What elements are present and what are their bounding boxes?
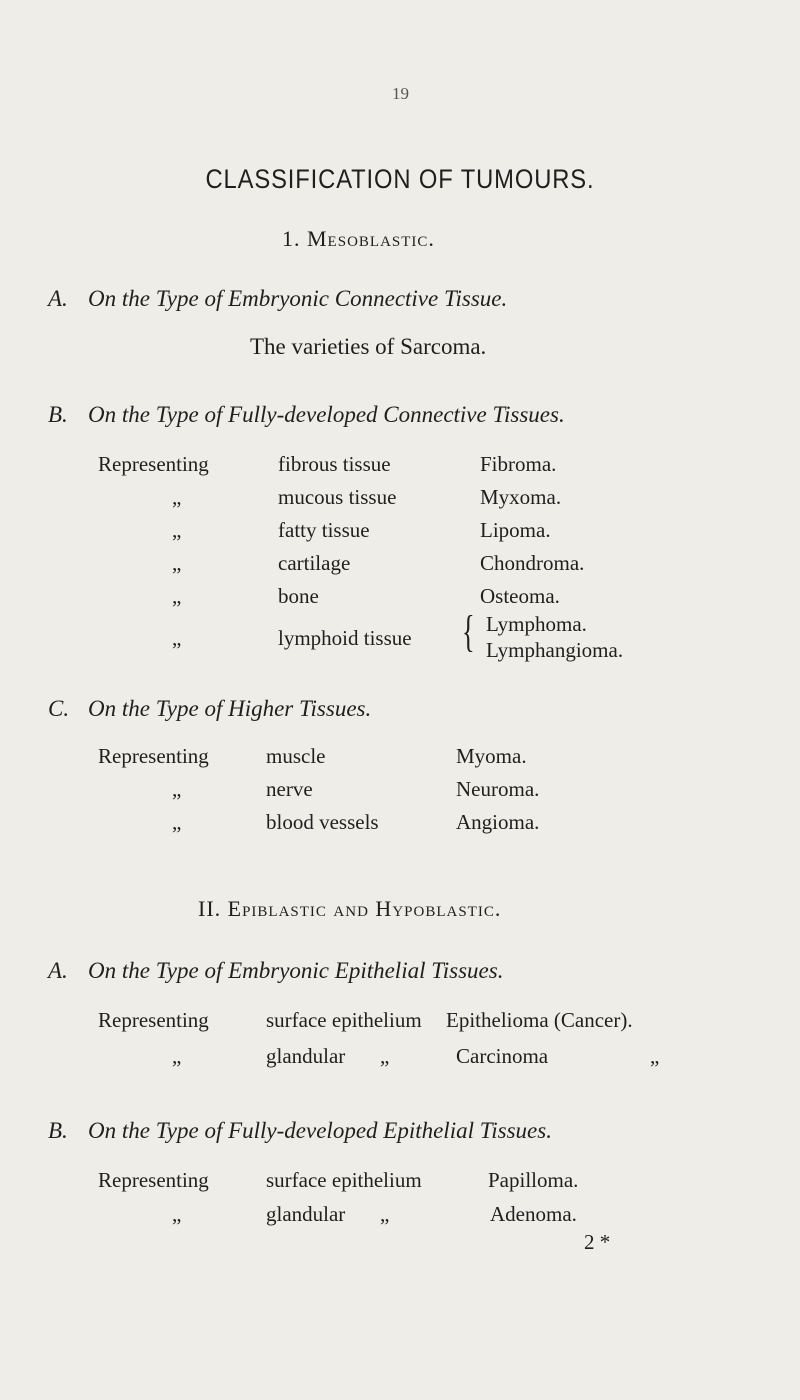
table-row-tissue: blood vessels <box>266 810 379 834</box>
table-row-tissue: bone <box>278 584 319 608</box>
table-row-ditto: „ <box>380 1044 390 1068</box>
table-row-prefix: Representing <box>98 1008 209 1032</box>
table-row-tumour: Lipoma. <box>480 518 551 542</box>
table-row-tumour: Papilloma. <box>488 1168 579 1192</box>
table-row-tissue: fibrous tissue <box>278 452 391 476</box>
printer-signature: 2 * <box>584 1230 611 1254</box>
table-row-prefix: „ <box>172 1202 182 1226</box>
part1-heading-text: 1. Mesoblastic. <box>282 226 435 251</box>
table-row-prefix: Representing <box>98 744 209 768</box>
part1-c-heading: On the Type of Higher Tissues. <box>88 696 372 721</box>
table-row-tumour: Myxoma. <box>480 485 562 509</box>
table-row-tumour: Chondroma. <box>480 551 585 575</box>
table-row-prefix: „ <box>172 584 182 608</box>
table-row-tissue: cartilage <box>278 551 351 575</box>
table-row-prefix: „ <box>172 518 182 542</box>
table-row-tissue: surface epithelium <box>266 1008 422 1032</box>
table-row-tumour: Osteoma. <box>480 584 560 608</box>
table-row-tumour: Adenoma. <box>490 1202 577 1226</box>
part2-b-heading: On the Type of Fully-developed Epithelial Tissues. <box>88 1118 552 1143</box>
part1-a-text: The varieties of Sarcoma. <box>250 334 487 359</box>
part2-heading <box>198 896 501 922</box>
table-row-tissue: lymphoid tissue <box>278 626 412 650</box>
table-row-tumour: Fibroma. <box>480 452 557 476</box>
table-row-tumour: Lymphoma. <box>486 612 587 636</box>
part2-a-heading: On the Type of Embryonic Epithelial Tissues. <box>88 958 504 983</box>
part1-a-letter: A. <box>48 286 68 311</box>
table-row-tumour: Epithelioma (Cancer). <box>446 1008 633 1032</box>
table-row-tissue: glandular <box>266 1202 346 1226</box>
table-row-ditto: „ <box>380 1202 390 1226</box>
part2-b-letter: B. <box>48 1118 68 1143</box>
table-row-prefix: „ <box>172 551 182 575</box>
part2-a-letter: A. <box>48 958 68 983</box>
table-row-tumour: Myoma. <box>456 744 527 768</box>
page-number: 19 <box>392 84 409 103</box>
table-row-tumour: Lymphangioma. <box>486 638 624 662</box>
part1-b-heading: On the Type of Fully-developed Connective Tissues. <box>88 402 565 427</box>
table-row-tissue: nerve <box>266 777 313 801</box>
table-row-tissue: mucous tissue <box>278 485 397 509</box>
part1-a-heading: On the Type of Embryonic Connective Tissue. <box>88 286 508 311</box>
table-row-tissue: muscle <box>266 744 326 768</box>
table-row-prefix: Representing <box>98 1168 209 1192</box>
part1-c-letter: C. <box>48 696 70 721</box>
table-row-ditto: „ <box>650 1044 660 1068</box>
table-row-prefix: Representing <box>98 452 209 476</box>
table-row-tissue: surface epithelium <box>266 1168 422 1192</box>
table-row-prefix: „ <box>172 810 182 834</box>
table-row-tumour: Carcinoma <box>456 1044 549 1068</box>
table-row-prefix: „ <box>172 626 182 650</box>
table-row-tumour: Angioma. <box>456 810 540 834</box>
part2-heading-text: II. Epiblastic and Hypoblastic. <box>198 896 502 921</box>
part1-heading <box>282 226 435 252</box>
table-row-prefix: „ <box>172 485 182 509</box>
table-row-prefix: „ <box>172 777 182 801</box>
page-title: CLASSIFICATION OF TUMOURS. <box>205 164 595 194</box>
curly-brace: { <box>462 607 475 656</box>
part1-b-letter: B. <box>48 402 68 427</box>
table-row-tissue: fatty tissue <box>278 518 370 542</box>
table-row-tumour: Neuroma. <box>456 777 540 801</box>
table-row-prefix: „ <box>172 1044 182 1068</box>
table-row-tissue: glandular <box>266 1044 346 1068</box>
